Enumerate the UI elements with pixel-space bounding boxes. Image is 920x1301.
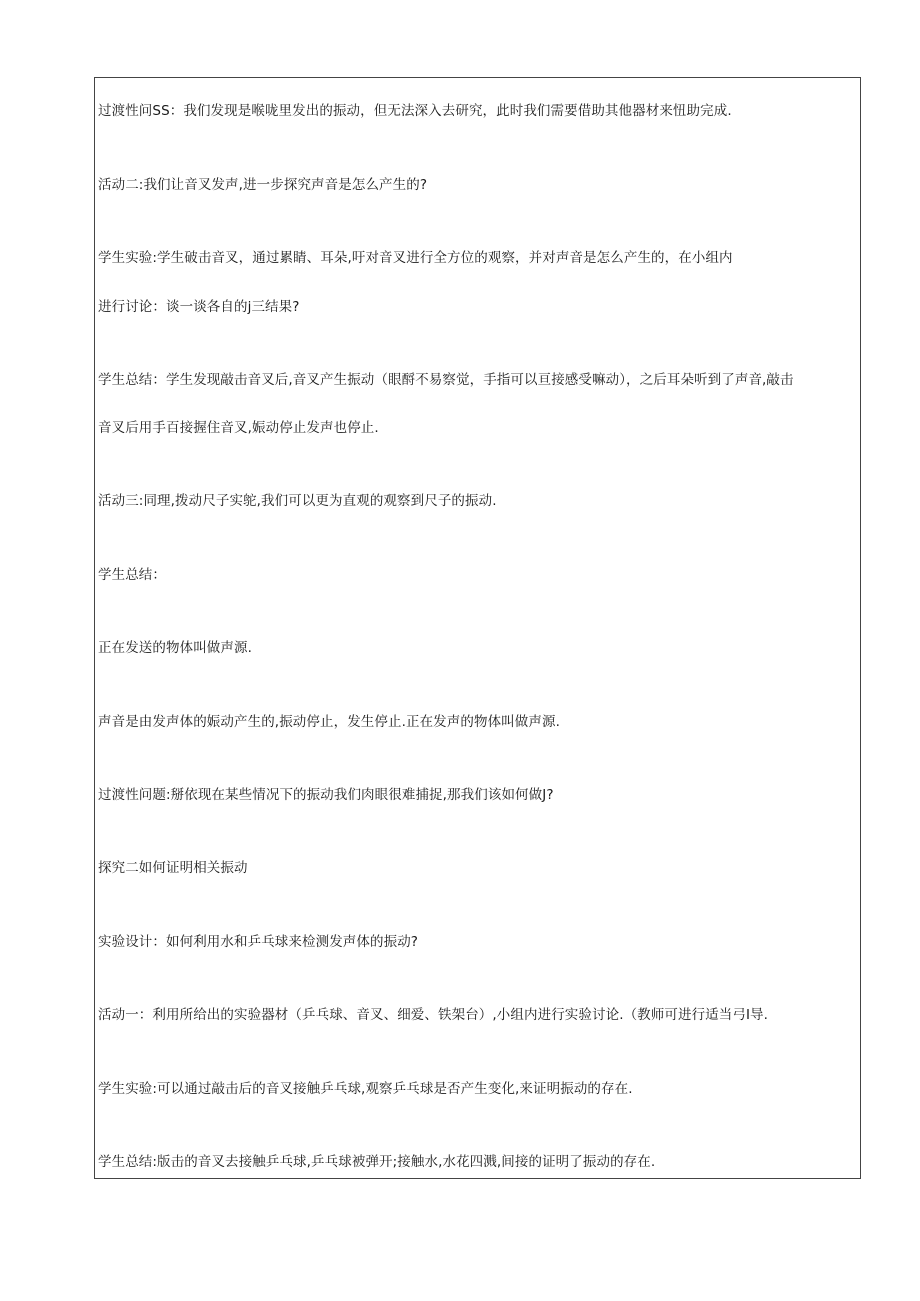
- text-line-student-summary-1b: 音叉后用手百接握住音叉,娠动停止发声也停止.: [98, 420, 379, 436]
- text-line-transition-question-2: 过渡性问题:掰依现在某些情况下的振动我们肉眼很难捕捉,那我们该如何做J?: [98, 787, 554, 803]
- text-line-activity-1: 活动一：利用所给出的实验器材（乒乓球、音叉、细爱、铁架台）,小组内进行实验讨论.（教师可进行适当弓I导.: [98, 1007, 769, 1023]
- text-line-activity-3: 活动三:同理,拨动尺子实鸵,我们可以更为直观的观察到尺子的振动.: [98, 493, 497, 509]
- text-line-student-summary-3: 学生总结:版击的音叉去接触乒乓球,乒乓球被弹开;接触水,水花四溅,间接的证明了振动的存在.: [98, 1154, 656, 1170]
- text-line-student-experiment-1b: 进行讨论：谈一谈各自的j三结果?: [98, 299, 300, 315]
- text-line-experiment-design: 实验设计：如何利用水和乒乓球来检测发声体的振动?: [98, 934, 419, 950]
- text-line-transition-question-1: 过渡性问SS：我们发现是喉咙里发出的振动，但无法深入去研究，此时我们需要借助其他器材来忸助完成.: [98, 103, 732, 119]
- text-line-student-experiment-2: 学生实验:可以通过敲击后的音叉接触乒乓球,观察乒乓球是否产生变化,来证明振动的存在.: [98, 1081, 633, 1097]
- text-line-inquiry-2: 探究二如何证明相关振动: [98, 860, 248, 876]
- text-line-sound-source-def: 正在发送的物体叫做声源.: [98, 640, 252, 656]
- text-line-student-summary-2: 学生总结：: [98, 567, 166, 583]
- text-line-sound-produced: 声音是由发声体的娠动产生的,振动停止，发生停止.正在发声的物体叫做声源.: [98, 714, 560, 730]
- text-line-activity-2: 活动二:我们让音叉发声,进一步探究声音是怎么产生的?: [98, 177, 428, 193]
- text-line-student-experiment-1a: 学生实验:学生破击音叉，通过累睛、耳朵,吁对音叉进行全方位的观察，并对声音是怎么产生的，在小组内: [98, 250, 733, 266]
- text-line-student-summary-1a: 学生总结：学生发现敲击音叉后,音叉产生振动（眼酹不易察觉，手指可以亘接感受嘛动），之后耳朵听到了声音,敲击: [98, 372, 794, 388]
